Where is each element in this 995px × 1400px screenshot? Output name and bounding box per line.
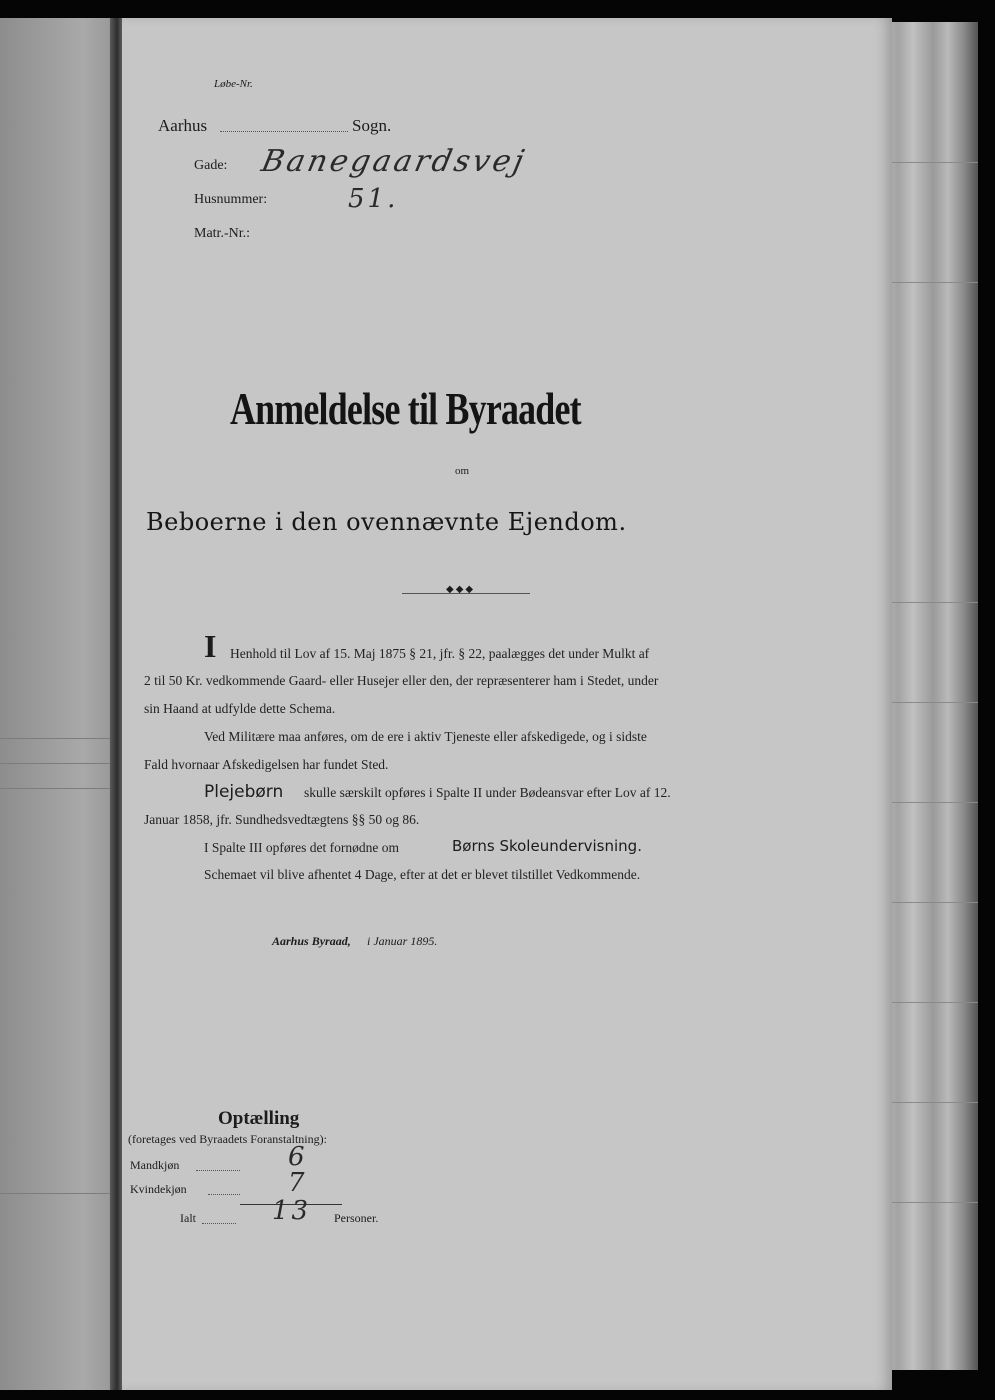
para3-line2: Januar 1858, jfr. Sundhedsvedtægtens §§ 50 og 86. — [144, 812, 420, 827]
para2-line2: Fald hvornaar Afskedigelsen har fundet Sted. — [144, 757, 389, 772]
gade-label: Gade: — [194, 158, 228, 173]
husnummer-label: Husnummer: — [194, 192, 268, 207]
male-label: Mandkjøn — [130, 1158, 180, 1172]
plejeborn-word: Plejebørn — [204, 782, 284, 802]
ornament-diamonds-icon: ◆◆◆ — [446, 584, 476, 595]
male-handwritten-value: 6 — [288, 1142, 308, 1172]
total-dotted-line — [202, 1223, 236, 1224]
para5-line: Schemaet vil blive afhentet 4 Dage, efter at det er blevet tilstillet Vedkommende. — [204, 867, 641, 882]
matr-nr-label: Matr.-Nr.: — [194, 226, 250, 241]
female-label: Kvindekjøn — [130, 1182, 187, 1196]
female-dotted-line — [208, 1194, 240, 1195]
signature-org: Aarhus Byraad, — [272, 934, 351, 948]
para1-line1: Henhold til Lov af 15. Maj 1875 § 21, jfr. § 22, paalægges det under Mulkt af — [230, 646, 650, 661]
male-dotted-line — [196, 1170, 240, 1171]
om-word: om — [455, 465, 470, 477]
right-stacked-pages — [878, 22, 978, 1370]
husnummer-handwritten-value: 51. — [348, 184, 399, 214]
total-label: Ialt — [180, 1211, 196, 1225]
sogn-label: Sogn. — [352, 116, 392, 135]
para4-emphasis: Børns Skoleundervisning. — [452, 837, 642, 855]
para4-start: I Spalte III opføres det fornødne om — [204, 840, 399, 855]
para3-line1: skulle særskilt opføres i Spalte II under Bødeansvar efter Lov af 12. — [304, 785, 671, 800]
para1-line3: sin Haand at udfylde dette Schema. — [144, 701, 336, 716]
document-subtitle: Beboerne i den ovennævnte Ejendom. — [146, 508, 627, 536]
document-title: Anmeldelse til Byraadet — [230, 383, 581, 434]
left-page-edge — [0, 18, 118, 1390]
total-handwritten-value: 13 — [272, 1196, 312, 1226]
signature-date: i Januar 1895. — [367, 934, 438, 948]
para1-line2: 2 til 50 Kr. vedkommende Gaard- eller Husejer eller den, der repræsenterer ham i Stedet, under — [144, 673, 659, 688]
female-handwritten-value: 7 — [288, 1168, 308, 1198]
persons-label: Personer. — [334, 1211, 379, 1225]
drop-cap-initial: I — [204, 628, 217, 664]
city-label: Aarhus — [158, 116, 208, 135]
count-title: Optælling — [218, 1108, 300, 1129]
gade-handwritten-value: Banegaardsvej — [258, 144, 530, 179]
sogn-dotted-line — [220, 131, 348, 132]
para2-line1: Ved Militære maa anføres, om de ere i aktiv Tjeneste eller afskedigede, og i sidste — [204, 729, 647, 744]
document-page — [122, 18, 892, 1390]
count-note: (foretages ved Byraadets Foranstaltning): — [128, 1132, 327, 1146]
loebe-nr-label: Løbe-Nr. — [214, 78, 253, 90]
